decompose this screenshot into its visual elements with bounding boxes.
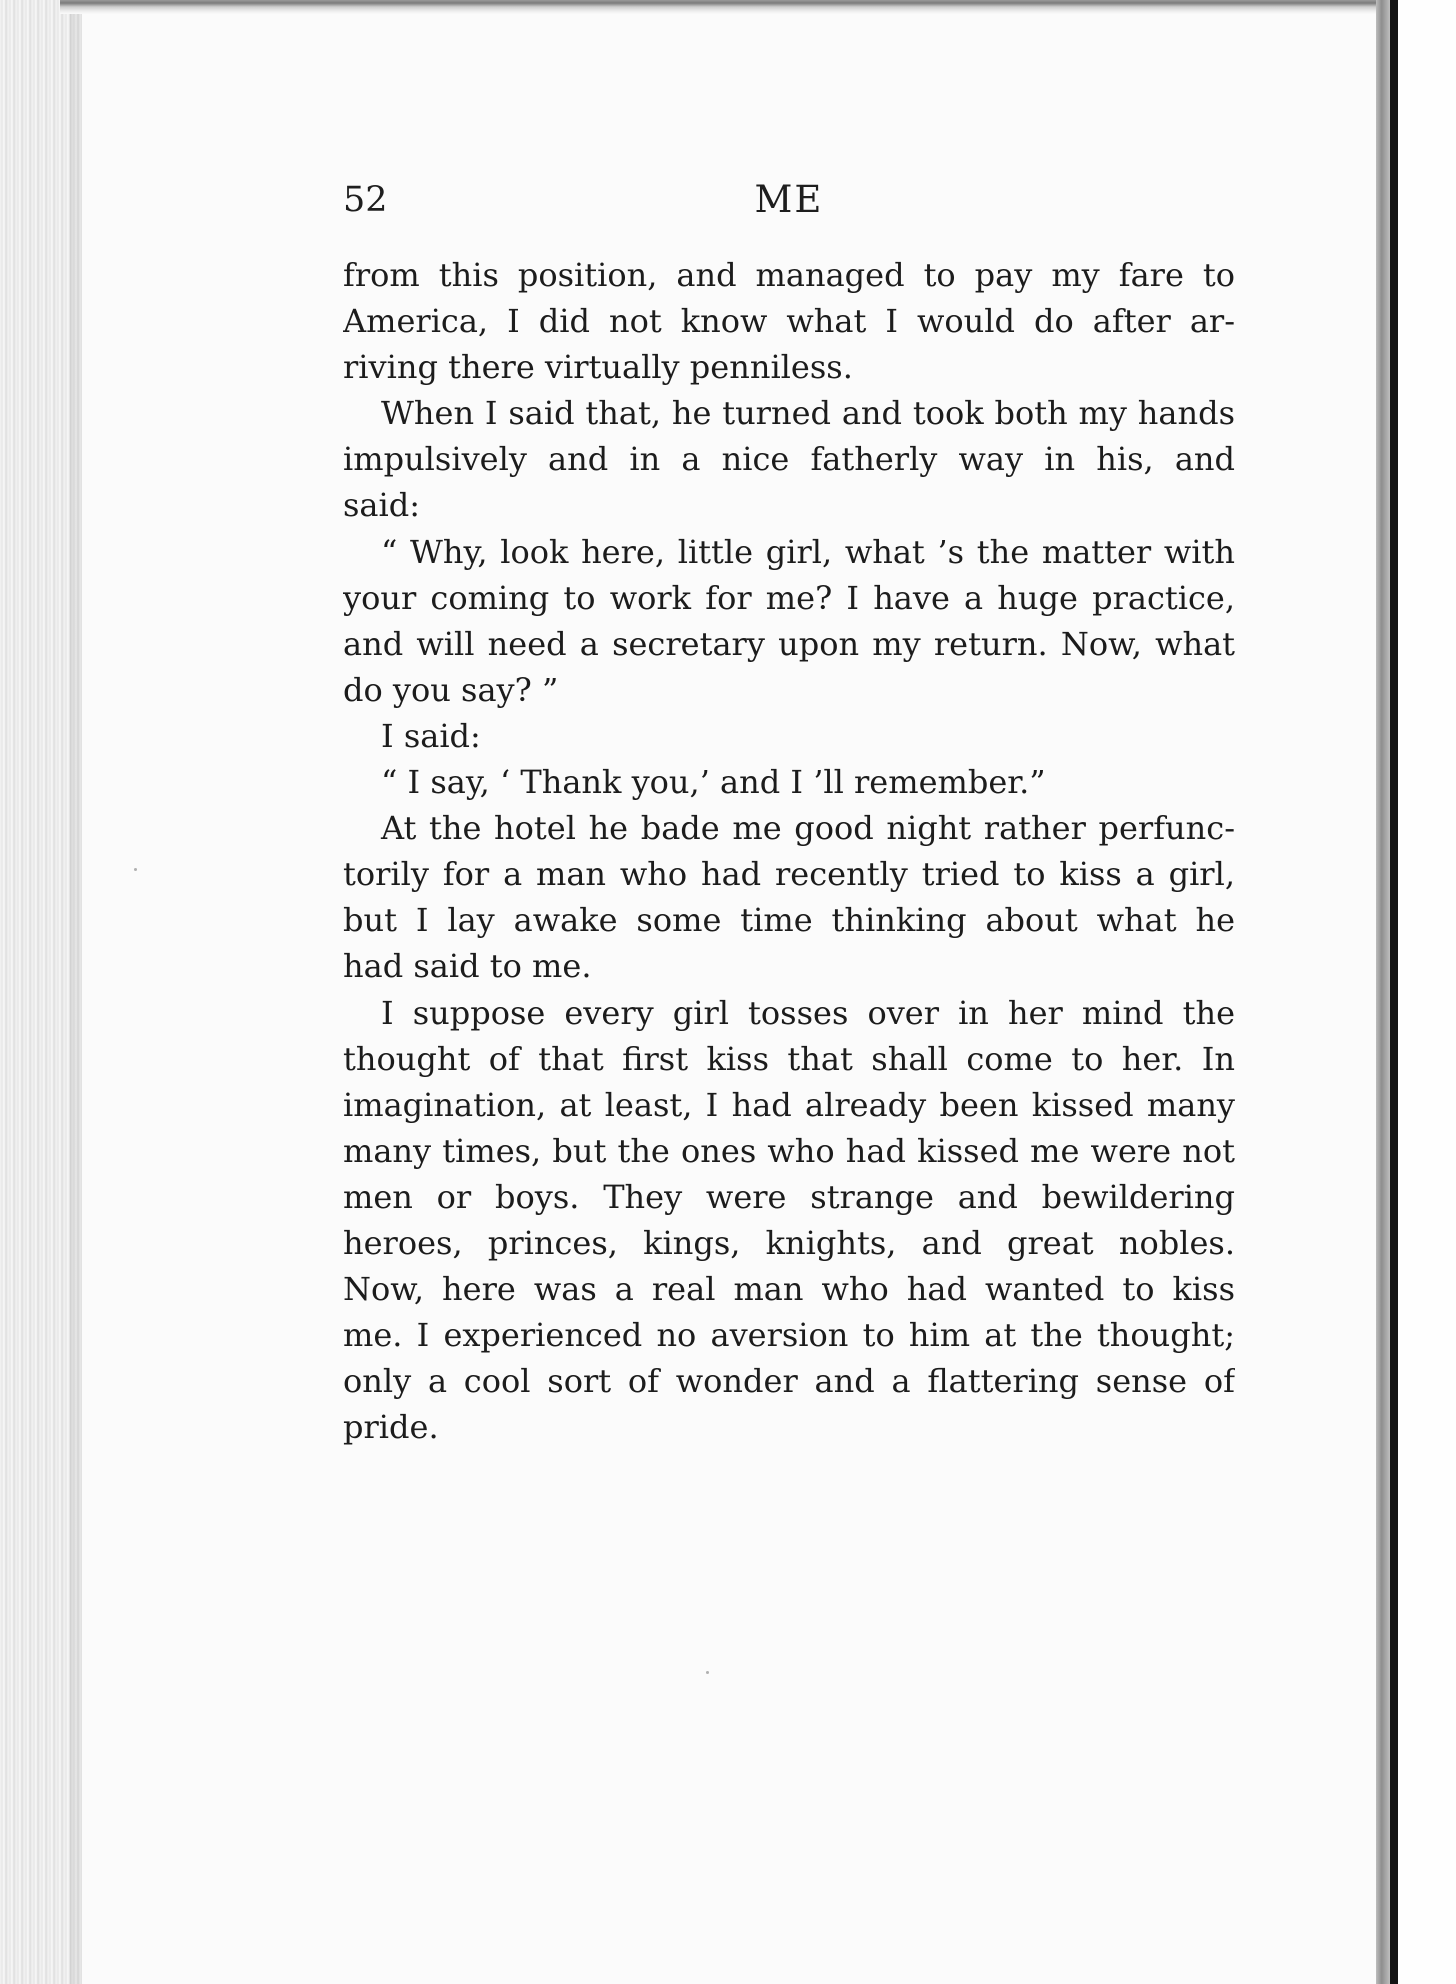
text-line: At the hotel he bade me good night rather perfunc- (381, 809, 1235, 848)
text-line: When I said that, he turned and took both my hands (381, 394, 1235, 433)
text-line: your coming to work for me? I have a huge practice, (343, 578, 1235, 617)
text-line: and will need a secretary upon my return. Now, what (343, 624, 1235, 663)
text-line: torily for a man who had recently tried to kiss a girl, (343, 855, 1235, 894)
scan-margin (1398, 0, 1456, 1984)
running-header (343, 170, 1235, 230)
text-line: said: (343, 486, 420, 525)
running-title: ME (754, 178, 824, 221)
text-line: thought of that first kiss that shall come to her. In (343, 1039, 1235, 1078)
book-binding (1390, 0, 1398, 1984)
page-number: 52 (343, 180, 388, 220)
text-line: only a cool sort of wonder and a flattering sense of (343, 1362, 1235, 1401)
text-line: “ Why, look here, little girl, what ’s the matter with (381, 532, 1235, 571)
top-page-edge (60, 0, 1386, 14)
text-line: men or boys. They were strange and bewildering (343, 1177, 1235, 1216)
text-line: I suppose every girl tosses over in her mind the (381, 993, 1235, 1032)
text-line: but I lay awake some time thinking about what he (343, 901, 1235, 940)
text-line: had said to me. (343, 947, 592, 986)
scan-speck (706, 1671, 709, 1674)
scan-speck (134, 868, 137, 871)
right-page-edge (1376, 0, 1390, 1984)
text-line: from this position, and managed to pay my fare to (343, 256, 1235, 294)
text-line: imagination, at least, I had already been kissed many (343, 1085, 1235, 1124)
text-line: many times, but the ones who had kissed me were not (343, 1131, 1235, 1170)
text-line: heroes, princes, kings, knights, and great nobles. (343, 1223, 1235, 1262)
text-line: “ I say, ‘ Thank you,’ and I ’ll remember.” (381, 763, 1046, 802)
text-line: I said: (381, 716, 481, 755)
text-line: Now, here was a real man who had wanted to kiss (343, 1270, 1235, 1309)
text-line: riving there virtually penniless. (343, 348, 853, 387)
text-line: impulsively and in a nice fatherly way in his, and (343, 440, 1235, 479)
text-line: me. I experienced no aversion to him at the thought; (343, 1316, 1235, 1355)
text-line: America, I did not know what I would do after ar- (343, 302, 1235, 341)
body-text (343, 252, 1235, 1450)
text-line: pride. (343, 1408, 439, 1447)
text-line: do you say? ” (343, 670, 559, 709)
